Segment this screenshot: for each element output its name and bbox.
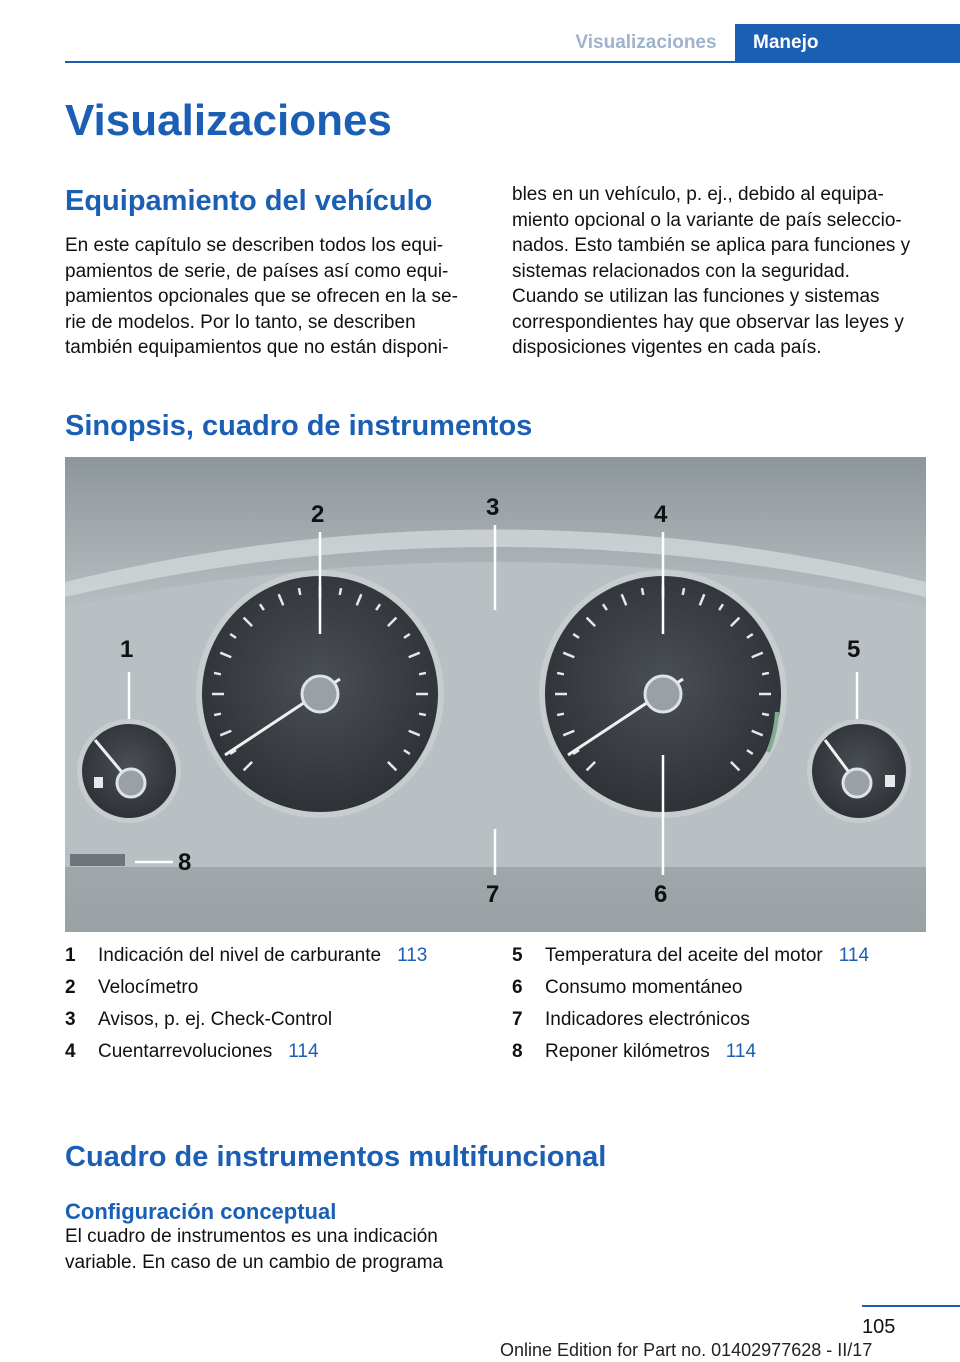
edition-note: Online Edition for Part no. 01402977628 - II/17 <box>500 1340 873 1360</box>
legend-item: 7 Indicadores electrónicos <box>512 1009 750 1030</box>
legend-item: 5 Temperatura del aceite del motor 114 <box>512 940 869 972</box>
legend-item: 1 Indicación del nivel de carburante 113 <box>65 940 427 972</box>
dial-tick <box>642 588 643 595</box>
legend-item: 8 Reponer kilómetros 114 <box>512 1036 869 1068</box>
trip-reset-button <box>70 854 125 866</box>
legend-item: 3 Avisos, p. ej. Check-Control <box>65 1009 333 1030</box>
page-title: Visualizaciones <box>65 96 392 145</box>
header-tabs <box>557 24 960 61</box>
text-line: correspondientes hay que observar las leyes y <box>512 311 904 333</box>
dial-tick <box>557 714 564 715</box>
callout-8: 8 <box>178 849 192 876</box>
multifunction-heading: Cuadro de instrumentos multifuncional <box>65 1141 607 1173</box>
text-line: rie de modelos. Por lo tanto, se describen <box>65 311 416 333</box>
page-ref-link[interactable]: 113 <box>397 945 428 966</box>
callout-7: 7 <box>486 881 500 908</box>
dial-tick <box>214 714 221 715</box>
fuel-gauge <box>77 719 181 823</box>
tab-visualizaciones[interactable]: Visualizaciones <box>575 32 717 53</box>
overview-heading: Sinopsis, cuadro de instrumentos <box>65 410 533 442</box>
instrument-cluster-svg <box>65 457 926 932</box>
dial-tick <box>340 588 341 595</box>
legend-right <box>512 940 869 1068</box>
text-line: también equipamientos que no están disponi- <box>65 337 449 358</box>
oil-can-icon <box>885 775 895 787</box>
text-line: nados. Esto también se aplica para funciones y <box>512 235 911 256</box>
oil-temperature-gauge <box>807 719 911 823</box>
concept-subheading: Configuración conceptual <box>65 1199 337 1224</box>
callout-3: 3 <box>486 494 500 521</box>
callout-2: 2 <box>311 501 325 528</box>
callout-1: 1 <box>120 636 134 663</box>
fuel-pump-icon <box>94 777 103 788</box>
instrument-cluster-illustration <box>65 457 926 932</box>
dial-tick <box>214 673 221 674</box>
legend-left <box>65 940 427 1068</box>
page-ref-link[interactable]: 114 <box>288 1041 319 1062</box>
legend-item: 2 Velocímetro <box>65 977 199 998</box>
tab-manejo[interactable]: Manejo <box>735 24 960 61</box>
text-line: sistemas relacionados con la seguridad. <box>512 260 850 282</box>
dial-tick <box>299 588 300 595</box>
text-line: miento opcional o la variante de país seleccio- <box>512 209 902 231</box>
text-line: Cuando se utilizan las funciones y sistemas <box>512 286 880 307</box>
text-line: bles en un vehículo, p. ej., debido al equipa- <box>512 184 884 205</box>
dial-tick <box>762 673 769 674</box>
legend-item: 6 Consumo momentáneo <box>512 977 743 998</box>
legend-item: 4 Cuentarrevoluciones 114 <box>65 1036 427 1068</box>
header-divider <box>65 61 960 63</box>
text-line: variable. En caso de un cambio de programa <box>65 1251 444 1273</box>
text-line: disposiciones vigentes en cada país. <box>512 337 822 358</box>
dial-tick <box>762 714 769 715</box>
multifunction-text <box>65 1224 485 1275</box>
text-line: El cuadro de instrumentos es una indicación <box>65 1226 438 1247</box>
footer-divider <box>862 1305 960 1307</box>
dial-tick <box>557 673 564 674</box>
page-number: 105 <box>862 1316 896 1338</box>
dial-tick <box>683 588 684 595</box>
text-line: pamientos opcionales que se ofrecen en la se- <box>65 286 458 307</box>
callout-6: 6 <box>654 881 668 908</box>
equipment-heading: Equipamiento del vehículo <box>65 185 433 217</box>
callout-4: 4 <box>654 501 668 528</box>
dial-tick <box>419 714 426 715</box>
page-ref-link[interactable]: 114 <box>838 945 870 966</box>
text-line: En este capítulo se describen todos los equi- <box>65 235 444 256</box>
dial-tick <box>419 673 426 674</box>
equipment-text-col2 <box>512 182 942 361</box>
text-line: pamientos de serie, de países así como equi- <box>65 260 449 282</box>
callout-5: 5 <box>847 636 861 663</box>
equipment-text-col1 <box>65 233 485 361</box>
page-ref-link[interactable]: 114 <box>725 1041 757 1062</box>
